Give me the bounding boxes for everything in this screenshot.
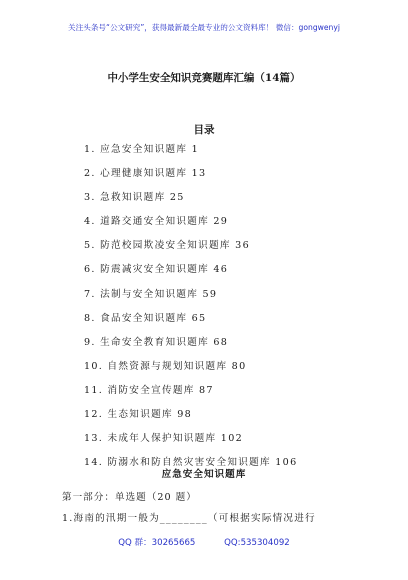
- question-text: 1.海南的汛期一般为________（可根据实际情况进行: [62, 513, 316, 524]
- toc-item[interactable]: 1. 应急安全知识题库 1: [84, 144, 200, 155]
- document-title: 中小学生安全知识竞赛题库汇编（14篇）: [107, 72, 301, 84]
- toc-item[interactable]: 9. 生命安全教育知识题库 68: [84, 336, 229, 348]
- part-label: 第一部分：单选题（20 题）: [62, 492, 197, 503]
- toc-heading: 目录: [193, 124, 215, 136]
- toc-item[interactable]: 4. 道路交通安全知识题库 29: [84, 216, 229, 228]
- toc-item[interactable]: 2. 心理健康知识题库 13: [84, 168, 207, 180]
- header-notice: 关注头条号“公文研究”，获得最新最全最专业的公文资料库！ 微信：gongwenyj: [68, 23, 340, 32]
- qq-group-text: QQ 群：30265665: [118, 538, 196, 548]
- toc-item[interactable]: 10. 自然资源与规划知识题库 80: [84, 360, 247, 372]
- toc-item[interactable]: 12. 生态知识题库 98: [84, 409, 193, 421]
- table-of-contents: [84, 143, 297, 480]
- toc-item[interactable]: 13. 未成年人保护知识题库 102: [84, 433, 244, 445]
- toc-item[interactable]: 6. 防震减灾安全知识题库 46: [84, 264, 229, 276]
- toc-item[interactable]: 14. 防溺水和防自然灾害安全知识题库 106: [84, 457, 298, 469]
- section-title: 应急安全知识题库: [161, 469, 247, 480]
- toc-item[interactable]: 5. 防范校园欺凌安全知识题库 36: [84, 240, 250, 252]
- toc-item[interactable]: 8. 食品安全知识题库 65: [84, 312, 207, 324]
- toc-item[interactable]: 3. 急救知识题库 25: [84, 192, 185, 204]
- toc-item[interactable]: 11. 消防安全宣传题库 87: [84, 384, 214, 396]
- footer-contact: [0, 536, 408, 548]
- qq-text: QQ:535304092: [224, 538, 290, 548]
- toc-item[interactable]: 7. 法制与安全知识题库 59: [84, 288, 218, 300]
